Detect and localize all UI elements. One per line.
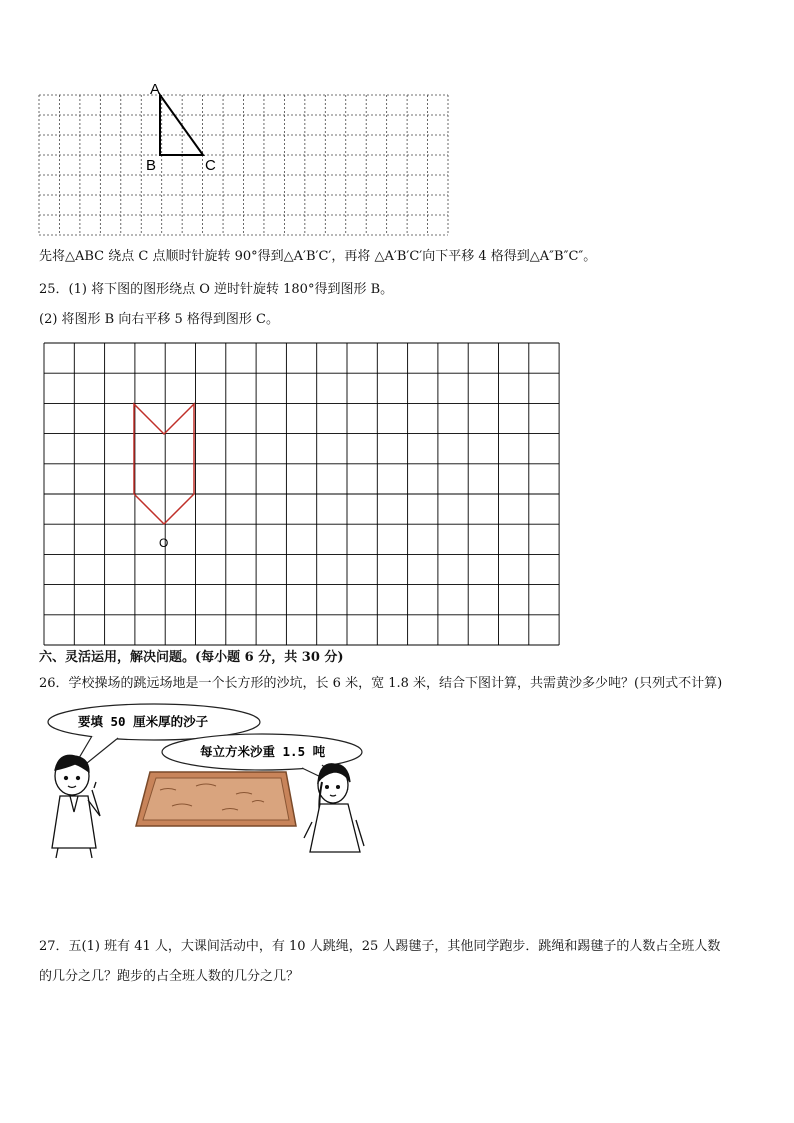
girl-speech-text: 每立方米沙重 1.5 吨 <box>200 744 326 759</box>
q26-illustration <box>0 695 794 865</box>
label-b: B <box>146 157 157 174</box>
grid-triangle-abc <box>0 0 794 250</box>
triangle-abc <box>160 95 203 155</box>
q25-line2: (2) 将图形 B 向右平移 5 格得到图形 C。 <box>39 312 279 327</box>
boy-speech-text: 要填 50 厘米厚的沙子 <box>78 714 209 729</box>
sandbox-picture <box>136 772 296 826</box>
label-a: A <box>150 81 161 98</box>
q27-line2: 的几分之几？跑步的占全班人数的几分之几？ <box>39 969 300 984</box>
q27-line1: 27．五(1) 班有 41 人，大课间活动中，有 10 人跳绳，25 人踢毽子，其他同学跑步．跳绳和踢毽子的人数占全班人数 <box>39 939 721 954</box>
dashed-grid <box>39 95 448 235</box>
girl-figure <box>304 764 364 852</box>
solid-grid <box>44 343 559 645</box>
section-6-heading: 六、灵活运用，解决问题。(每小题 6 分，共 30 分) <box>39 650 344 665</box>
q25-line1: 25．(1) 将下图的图形绕点 O 逆时针旋转 180°得到图形 B。 <box>39 282 394 297</box>
point-o-label: O <box>159 536 169 550</box>
boy-figure <box>52 755 100 858</box>
label-c: C <box>205 157 216 174</box>
grid-shape-rotation <box>0 330 794 650</box>
q26-text: 26．学校操场的跳远场地是一个长方形的沙坑，长 6 米，宽 1.8 米，结合下图计算，共需黄沙多少吨？(只列式不计算) <box>39 676 723 691</box>
q24-instruction: 先将△ABC 绕点 C 点顺时针旋转 90°得到△A′B′C′，再将 △A′B′C′向下平移 4 格得到△A″B″C″。 <box>39 249 597 264</box>
